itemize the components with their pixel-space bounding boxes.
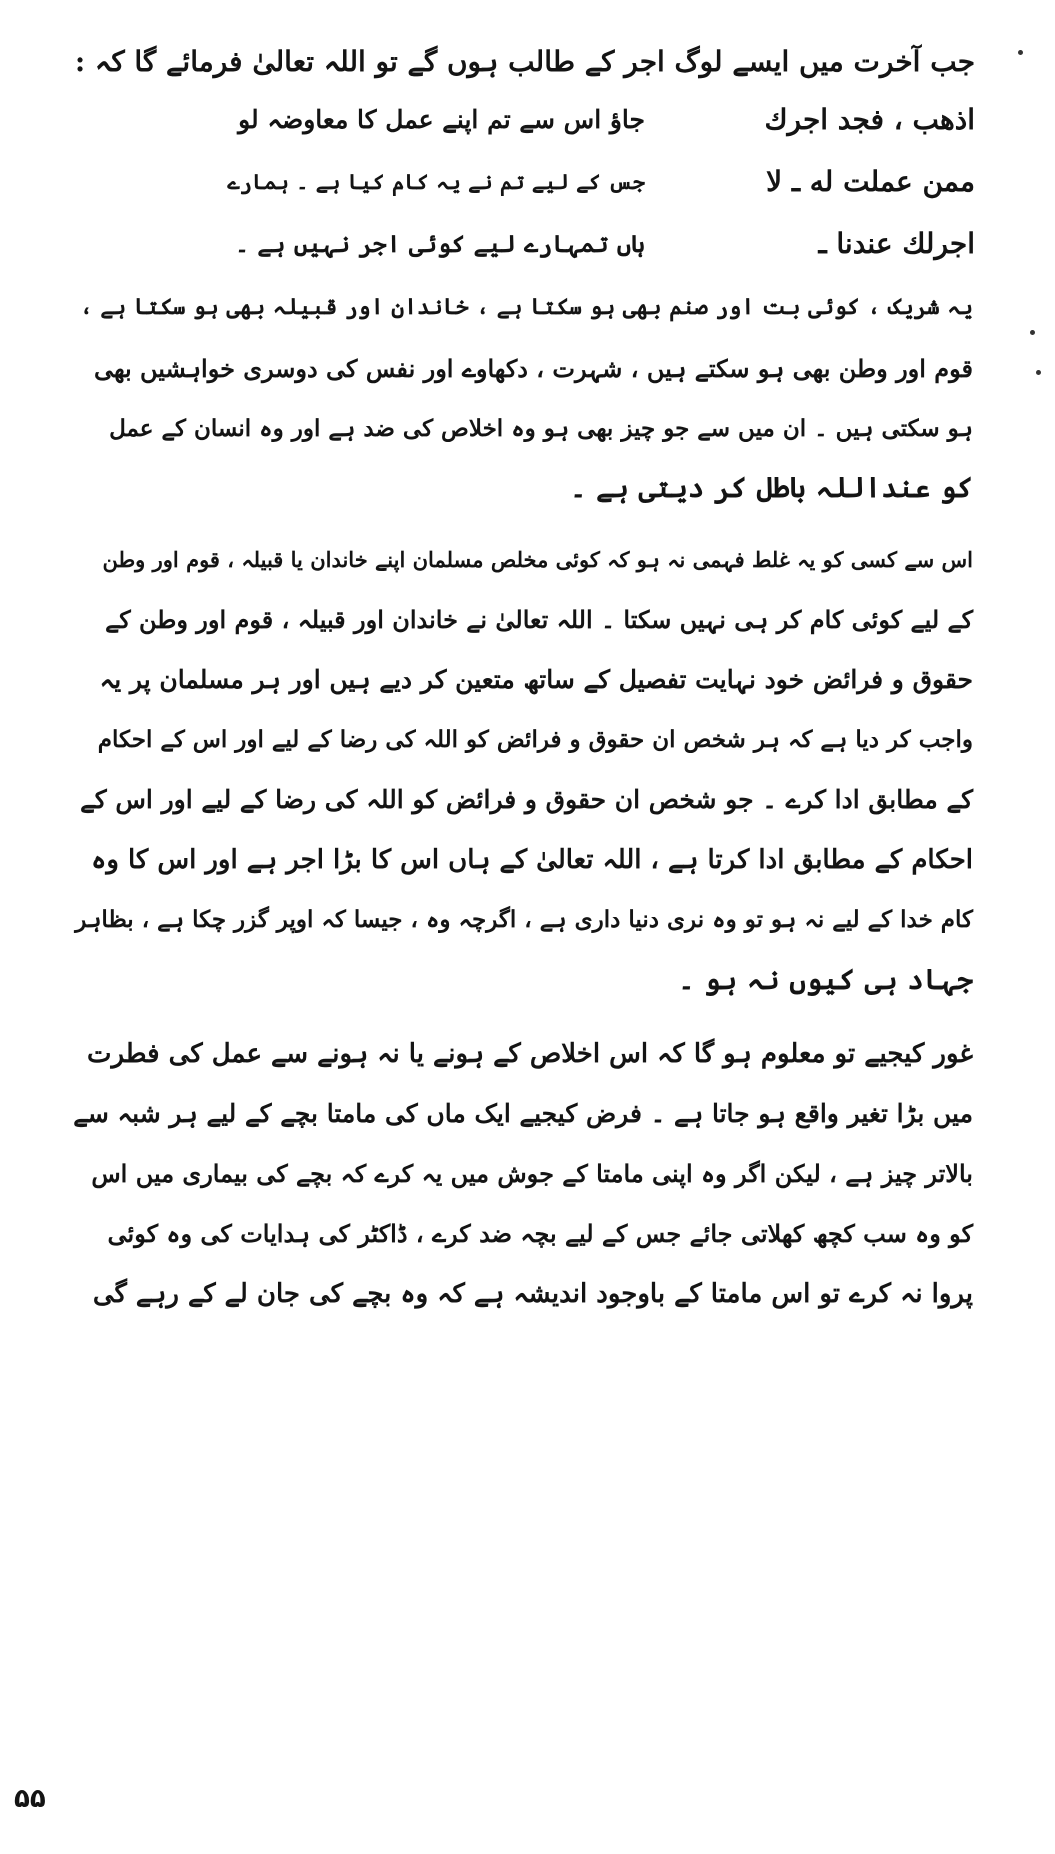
paragraph-line: بالاتر چیز ہے ، لیکن اگر وہ اپنی مامتا کے جوش میں یہ کرے کہ بچے کی بیماری میں اس <box>91 1159 973 1188</box>
paragraph-line: یہ شریک ، کوئی بت اور صنم بھی ہو سکتا ہے ، خاندان اور قبیلہ بھی ہو سکتا ہے ، <box>79 294 973 320</box>
page-number: ۵۵ <box>14 1784 46 1814</box>
intro-line: جب آخرت میں ایسے لوگ اجر کے طالب ہوں گے تو اللہ تعالیٰ فرمائے گا کہ : <box>74 45 975 78</box>
paragraph-line: واجب کر دیا ہے کہ ہر شخص ان حقوق و فرائض کو اللہ کی رضا کے لیے اور اس کے احکام <box>97 726 973 753</box>
quote-urdu: جس کے لیے تم نے یہ کام کیا ہے ۔ ہمارے <box>227 169 645 194</box>
paragraph-line: کام خدا کے لیے نہ ہو تو وہ نری دنیا داری ہے ، اگرچہ وہ ، جیسا کہ اوپر گزر چکا ہے ، بظاہر <box>75 906 973 933</box>
paragraph-line: پروا نہ کرے تو اس مامتا کے باوجود اندیشہ ہے کہ وہ بچے کی جان لے کے رہے گی <box>92 1279 973 1309</box>
paragraph-line: ہو سکتی ہیں ۔ ان میں سے جو چیز بھی ہو وہ اخلاص کی ضد ہے اور وہ انسان کے عمل <box>109 415 973 442</box>
quote-arabic: ممن عملت له ـ لا <box>766 165 975 198</box>
paragraph-line: کو عنداللہ باطل کر دیتی ہے ۔ <box>569 471 973 504</box>
scan-speck <box>1036 370 1041 375</box>
quote-arabic: اجرلك عندنا ـ <box>818 227 975 260</box>
paragraph-line: کو وہ سب کچھ کھلاتی جائے جس کے لیے بچہ ضد کرے ، ڈاکٹر کی ہدایات کی وہ کوئی <box>107 1219 973 1248</box>
quote-urdu: جاؤ اس سے تم اپنے عمل کا معاوضہ لو <box>238 105 645 134</box>
paragraph-line: غور کیجیے تو معلوم ہو گا کہ اس اخلاص کے ہونے یا نہ ہونے سے عمل کی فطرت <box>86 1039 973 1069</box>
paragraph-line: حقوق و فرائض خود نہایت تفصیل کے ساتھ متعین کر دیے ہیں اور ہر مسلمان پر یہ <box>99 665 973 694</box>
paragraph-line: جہاد ہی کیوں نہ ہو ۔ <box>678 963 973 996</box>
paragraph-line: میں بڑا تغیر واقع ہو جاتا ہے ۔ فرض کیجیے ایک ماں کی مامتا بچے کے لیے ہر شبہ سے <box>73 1099 973 1128</box>
paragraph-line: کے مطابق ادا کرے ۔ جو شخص ان حقوق و فرائض کو اللہ کی رضا کے لیے اور اس کے <box>80 785 973 814</box>
paragraph-line: احکام کے مطابق ادا کرتا ہے ، اللہ تعالیٰ کے ہاں اس کا بڑا اجر ہے اور اس کا وہ <box>91 845 973 875</box>
quote-urdu: ہاں تمہارے لیے کوئی اجر نہیں ہے ۔ <box>234 229 645 258</box>
scan-speck <box>1018 50 1023 55</box>
scan-speck <box>1030 330 1035 335</box>
paragraph-line: کے لیے کوئی کام کر ہی نہیں سکتا ۔ اللہ تعالیٰ نے خاندان اور قبیلہ ، قوم اور وطن کے <box>105 605 973 634</box>
paragraph-line: اس سے کسی کو یہ غلط فہمی نہ ہو کہ کوئی مخلص مسلمان اپنے خاندان یا قبیلہ ، قوم اور وطن <box>102 547 973 572</box>
paragraph-line: قوم اور وطن بھی ہو سکتے ہیں ، شہرت ، دکھاوے اور نفس کی دوسری خواہشیں بھی <box>93 354 973 383</box>
quote-arabic: اذھب ، فجد اجرك <box>764 103 975 136</box>
